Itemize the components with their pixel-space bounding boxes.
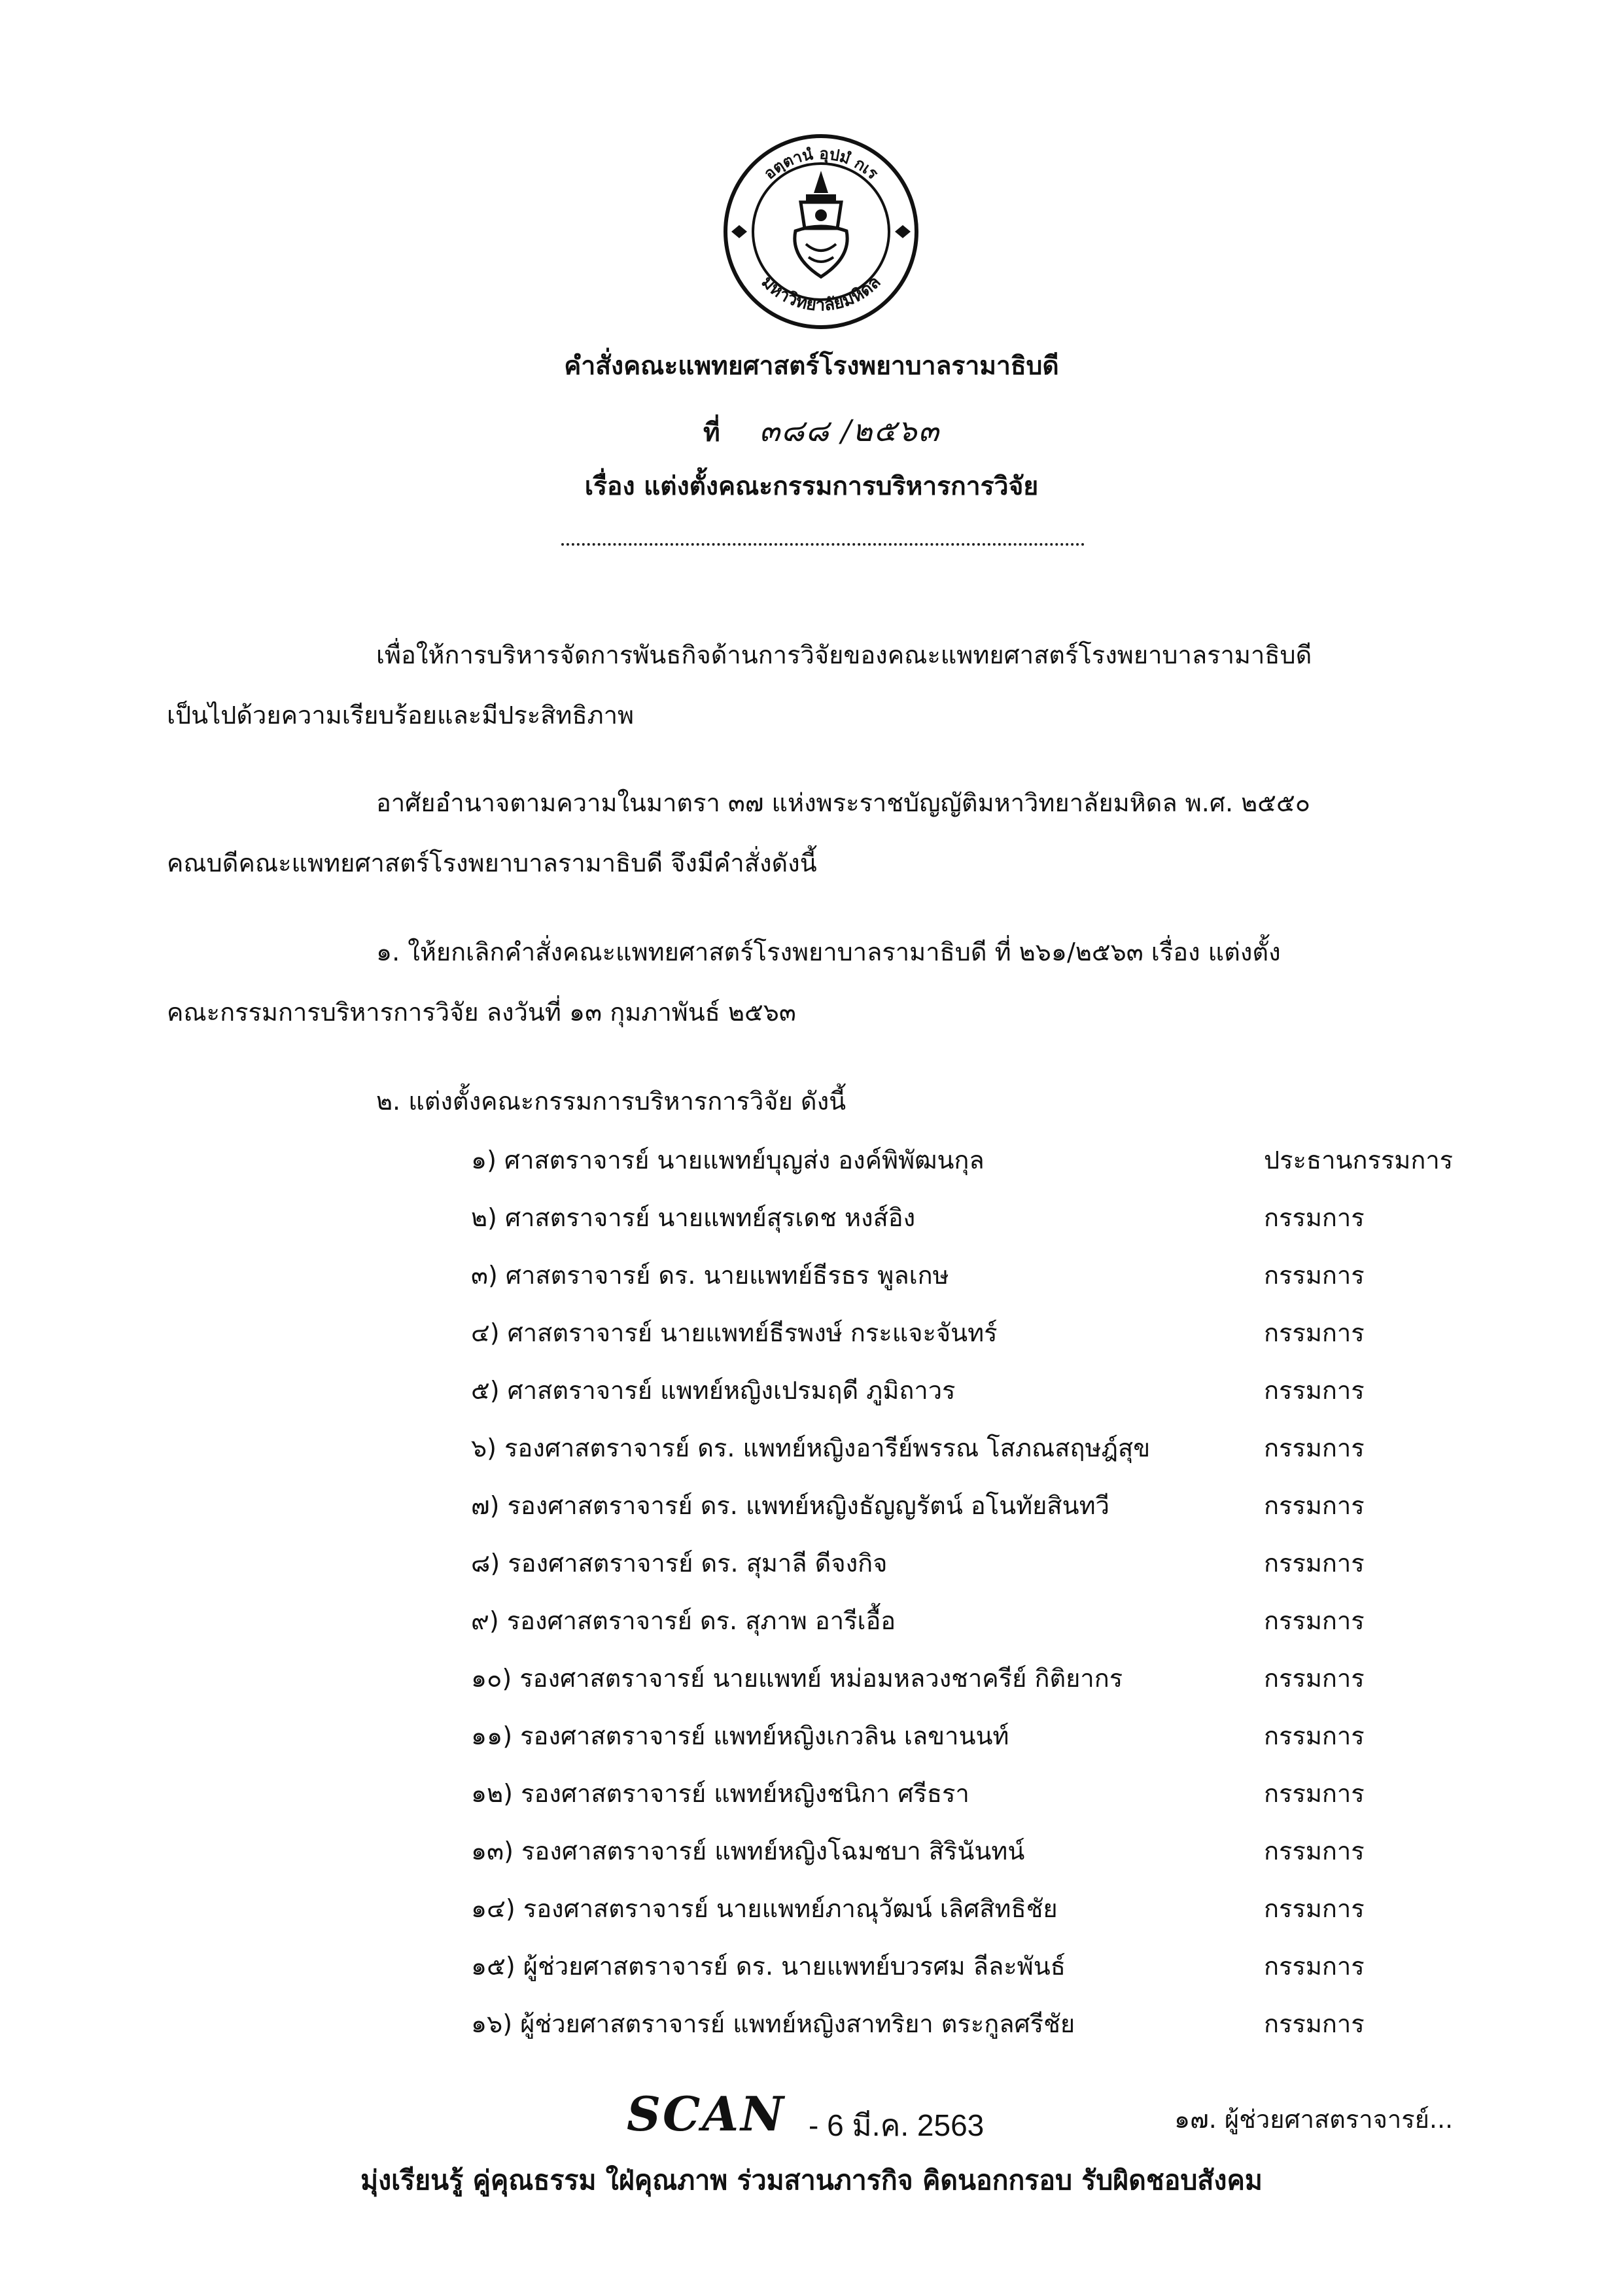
order-number-row <box>703 407 940 455</box>
member-role: ประธานกรรมการ <box>1264 1146 1454 1174</box>
member-role: กรรมการ <box>1264 1837 1365 1865</box>
member-role: กรรมการ <box>1264 1491 1365 1520</box>
scan-stamp: SCAN <box>627 2086 786 2142</box>
paragraph-3-line-2: คณะกรรมการบริหารการวิจัย ลงวันที่ ๑๓ กุมภาพันธ์ ๒๕๖๓ <box>167 998 796 1027</box>
paragraph-2-line-2: คณบดีคณะแพทยศาสตร์โรงพยาบาลรามาธิบดี จึงมีคำสั่งดังนี้ <box>167 849 817 877</box>
paragraph-2-line-1: อาศัยอำนาจตามความในมาตรา ๓๗ แห่งพระราชบัญญัติมหาวิทยาลัยมหิดล พ.ศ. ๒๕๕๐ <box>376 788 1310 817</box>
member-role: กรรมการ <box>1264 1203 1365 1232</box>
member-role: กรรมการ <box>1264 1952 1365 1981</box>
paragraph-1-line-1: เพื่อให้การบริหารจัดการพันธกิจด้านการวิจัยของคณะแพทยศาสตร์โรงพยาบาลรามาธิบดี <box>376 641 1312 669</box>
seal-top-text: อตฺตานํ อุปมํ กเร <box>760 144 882 183</box>
faculty-motto: มุ่งเรียนรู้ คู่คุณธรรม ใฝ่คุณภาพ ร่วมสานภารกิจ คิดนอกกรอบ รับผิดชอบสังคม <box>360 2164 1263 2196</box>
member-role: กรรมการ <box>1264 1722 1365 1750</box>
order-title: คำสั่งคณะแพทยศาสตร์โรงพยาบาลรามาธิบดี <box>564 351 1059 381</box>
member-name: ๑๖) ผู้ช่วยศาสตราจารย์ แพทย์หญิงสาทริยา ตระกูลศรีชัย <box>471 2009 1075 2038</box>
member-name: ๓) ศาสตราจารย์ ดร. นายแพทย์ธีรธร พูลเกษ <box>471 1261 949 1290</box>
member-role: กรรมการ <box>1264 1894 1365 1923</box>
member-name: ๑๔) รองศาสตราจารย์ นายแพทย์ภาณุวัฒน์ เลิศสิทธิชัย <box>471 1894 1058 1923</box>
member-name: ๒) ศาสตราจารย์ นายแพทย์สุรเดช หงส์อิง <box>471 1203 916 1232</box>
mahidol-seal-icon <box>722 133 920 330</box>
member-role: กรรมการ <box>1264 1376 1365 1405</box>
member-name: ๖) รองศาสตราจารย์ ดร. แพทย์หญิงอารีย์พรรณ โสภณสฤษฎ์สุข <box>471 1434 1151 1462</box>
member-name: ๑) ศาสตราจารย์ นายแพทย์บุญส่ง องค์พิพัฒนกุล <box>471 1146 985 1174</box>
order-number-label: ที่ <box>703 418 720 448</box>
scan-date-stamp: - 6 มี.ค. 2563 <box>809 2108 985 2142</box>
order-number-value: ๓๘๘ /๒๕๖๓ <box>759 413 941 448</box>
member-role: กรรมการ <box>1264 1779 1365 1808</box>
member-role: กรรมการ <box>1264 1318 1365 1347</box>
continuation-note: ๑๗. ผู้ช่วยศาสตราจารย์... <box>1174 2105 1454 2134</box>
svg-text:มหาวิทยาลัยมหิดล <box>758 272 885 315</box>
member-name: ๑๓) รองศาสตราจารย์ แพทย์หญิงโฉมชบา สิรินันทน์ <box>471 1837 1025 1865</box>
dotted-divider <box>561 543 1085 546</box>
member-name: ๕) ศาสตราจารย์ แพทย์หญิงเปรมฤดี ภูมิถาวร <box>471 1376 956 1405</box>
member-name: ๑๕) ผู้ช่วยศาสตราจารย์ ดร. นายแพทย์บวรศม ลีละพันธ์ <box>471 1952 1066 1981</box>
member-role: กรรมการ <box>1264 2009 1365 2038</box>
member-name: ๑๐) รองศาสตราจารย์ นายแพทย์ หม่อมหลวงชาครีย์ กิติยากร <box>471 1664 1123 1693</box>
member-role: กรรมการ <box>1264 1434 1365 1462</box>
member-role: กรรมการ <box>1264 1606 1365 1635</box>
member-name: ๗) รองศาสตราจารย์ ดร. แพทย์หญิงธัญญรัตน์ อโนทัยสินทวี <box>471 1491 1109 1520</box>
member-role: กรรมการ <box>1264 1261 1365 1290</box>
paragraph-4-line-1: ๒. แต่งตั้งคณะกรรมการบริหารการวิจัย ดังนี้ <box>376 1087 846 1116</box>
member-role: กรรมการ <box>1264 1664 1365 1693</box>
order-subject: เรื่อง แต่งตั้งคณะกรรมการบริหารการวิจัย <box>584 472 1039 501</box>
member-name: ๑๒) รองศาสตราจารย์ แพทย์หญิงชนิกา ศรีธรา <box>471 1779 969 1808</box>
member-role: กรรมการ <box>1264 1549 1365 1578</box>
member-name: ๑๑) รองศาสตราจารย์ แพทย์หญิงเกวลิน เลขานนท์ <box>471 1722 1009 1750</box>
member-name: ๘) รองศาสตราจารย์ ดร. สุมาลี ดีจงกิจ <box>471 1549 888 1578</box>
member-name: ๔) ศาสตราจารย์ นายแพทย์ธีรพงษ์ กระแจะจันทร์ <box>471 1318 998 1347</box>
seal-bottom-text: มหาวิทยาลัยมหิดล <box>757 272 885 315</box>
member-name: ๙) รองศาสตราจารย์ ดร. สุภาพ อารีเอื้อ <box>471 1606 896 1635</box>
paragraph-1-line-2: เป็นไปด้วยความเรียบร้อยและมีประสิทธิภาพ <box>167 701 635 730</box>
paragraph-3-line-1: ๑. ให้ยกเลิกคำสั่งคณะแพทยศาสตร์โรงพยาบาลรามาธิบดี ที่ ๒๖๑/๒๕๖๓ เรื่อง แต่งตั้ง <box>376 938 1281 966</box>
